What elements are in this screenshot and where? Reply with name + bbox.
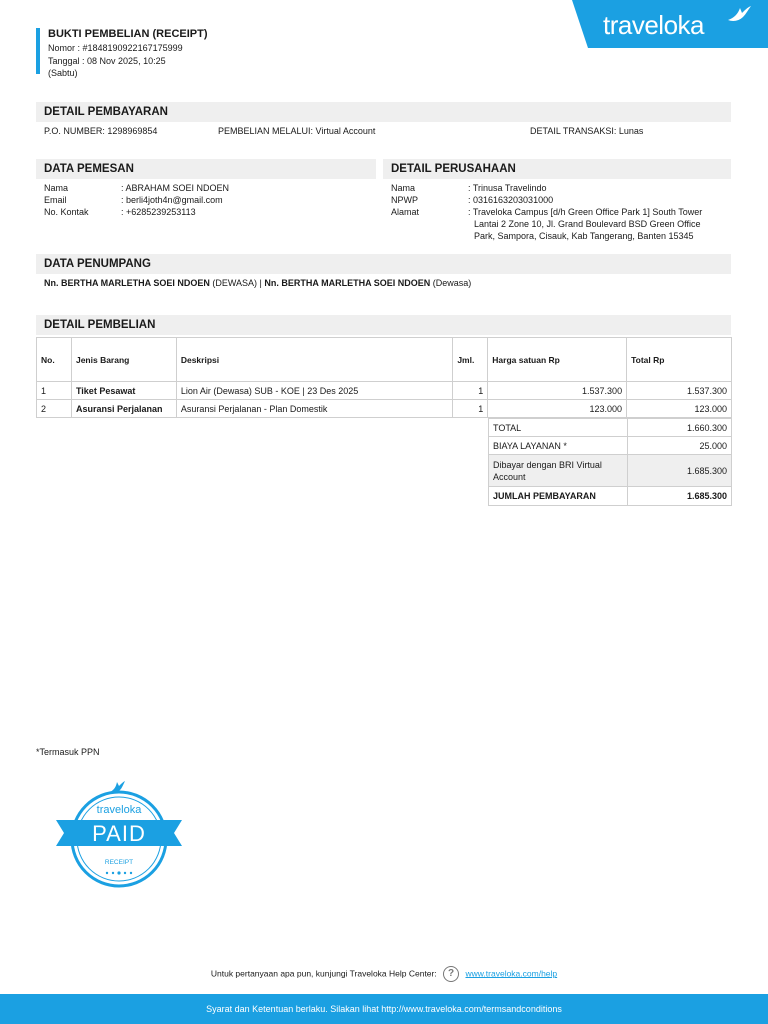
help-center-line — [0, 966, 768, 982]
table-row — [37, 400, 732, 418]
passenger-1-name: Nn. BERTHA MARLETHA SOEI NDOEN — [44, 278, 210, 288]
summary-row-total — [489, 419, 732, 437]
summary-row-jumlah — [489, 487, 732, 506]
section-data-pemesan: DATA PEMESAN — [36, 159, 376, 179]
terms-footer: Syarat dan Ketentuan berlaku. Silakan lihat http://www.traveloka.com/termsandconditions — [0, 994, 768, 1024]
pemesan-kontak: : +6285239253113 — [121, 207, 196, 217]
table-row — [37, 382, 732, 400]
purchase-method: PEMBELIAN MELALUI: Virtual Account — [218, 126, 376, 136]
col-no: No. — [37, 338, 72, 382]
help-link[interactable]: www.traveloka.com/help — [465, 968, 558, 979]
passenger-2-name: Nn. BERTHA MARLETHA SOEI NDOEN — [264, 278, 431, 288]
receipt-title: BUKTI PEMBELIAN (RECEIPT) — [48, 28, 208, 40]
stamp-brand: traveloka — [96, 804, 142, 816]
row-no: 1 — [37, 382, 72, 400]
po-number: P.O. NUMBER: 1298969854 — [44, 126, 158, 136]
row-total: 123.000 — [627, 400, 732, 418]
perusahaan-label-alamat: Alamat — [391, 207, 420, 217]
brand-logo: traveloka — [603, 10, 704, 40]
stamp-status: PAID — [92, 821, 146, 846]
summary-value: 1.685.300 — [628, 455, 732, 487]
pemesan-label-email: Email — [44, 195, 67, 205]
col-deskripsi: Deskripsi — [176, 338, 452, 382]
perusahaan-alamat-line3: Park, Sampora, Cisauk, Kab Tangerang, Banten 15345 — [474, 231, 694, 241]
row-jml: 1 — [453, 400, 488, 418]
summary-table — [488, 418, 732, 506]
row-harga: 1.537.300 — [488, 382, 627, 400]
pemesan-nama: : ABRAHAM SOEI NDOEN — [121, 183, 230, 193]
receipt-day: (Sabtu) — [48, 68, 78, 78]
stamp-label: RECEIPT — [104, 859, 134, 866]
summary-value: 25.000 — [628, 437, 732, 455]
summary-value: 1.660.300 — [628, 419, 732, 437]
section-data-penumpang: DATA PENUMPANG — [36, 254, 731, 274]
receipt-date: Tanggal : 08 Nov 2025, 10:25 — [48, 56, 166, 66]
col-jml: Jml. — [453, 338, 488, 382]
tax-note: *Termasuk PPN — [36, 747, 100, 757]
receipt-number: Nomor : #1848190922167175999 — [48, 43, 183, 53]
row-harga: 123.000 — [488, 400, 627, 418]
summary-row-biaya-layanan — [489, 437, 732, 455]
summary-row-dibayar — [489, 455, 732, 487]
row-deskripsi: Asuransi Perjalanan - Plan Domestik — [176, 400, 452, 418]
header-accent-bar — [36, 28, 40, 74]
section-detail-pembayaran: DETAIL PEMBAYARAN — [36, 102, 731, 122]
help-text: Untuk pertanyaan apa pun, kunjungi Traveloka Help Center: — [210, 968, 437, 979]
row-jenis: Asuransi Perjalanan — [71, 400, 176, 418]
pemesan-label-nama: Nama — [44, 183, 69, 193]
pemesan-email: : berli4joth4n@gmail.com — [121, 195, 223, 205]
summary-label: JUMLAH PEMBAYARAN — [489, 487, 628, 506]
bird-icon — [726, 4, 752, 26]
passenger-list — [44, 278, 471, 288]
paid-stamp — [56, 778, 182, 890]
col-jenis-barang: Jenis Barang — [71, 338, 176, 382]
perusahaan-nama: : Trinusa Travelindo — [468, 183, 547, 193]
row-no: 2 — [37, 400, 72, 418]
summary-label: TOTAL — [489, 419, 628, 437]
row-jml: 1 — [453, 382, 488, 400]
transaction-status: DETAIL TRANSAKSI: Lunas — [530, 126, 644, 136]
table-header-row — [37, 338, 732, 382]
summary-label: BIAYA LAYANAN * — [489, 437, 628, 455]
summary-value: 1.685.300 — [628, 487, 732, 506]
perusahaan-npwp: : 0316163203031000 — [468, 195, 554, 205]
col-total: Total Rp — [627, 338, 732, 382]
perusahaan-label-npwp: NPWP — [391, 195, 418, 205]
passenger-1-type: (DEWASA) — [212, 278, 258, 288]
perusahaan-alamat-line2: Lantai 2 Zone 10, Jl. Grand Boulevard BSD Green Office — [474, 219, 701, 229]
passenger-separator: | — [259, 278, 262, 288]
row-jenis: Tiket Pesawat — [71, 382, 176, 400]
section-detail-perusahaan: DETAIL PERUSAHAAN — [383, 159, 731, 179]
perusahaan-alamat: : Traveloka Campus [d/h Green Office Park 1] South Tower — [468, 207, 703, 217]
row-deskripsi: Lion Air (Dewasa) SUB - KOE | 23 Des 2025 — [176, 382, 452, 400]
help-question-icon: ? — [443, 966, 459, 982]
pemesan-label-kontak: No. Kontak — [44, 207, 89, 217]
passenger-2-type: (Dewasa) — [432, 278, 472, 288]
summary-label: Dibayar dengan BRI Virtual Account — [489, 455, 628, 487]
col-harga-satuan: Harga satuan Rp — [488, 338, 627, 382]
row-total: 1.537.300 — [627, 382, 732, 400]
section-detail-pembelian: DETAIL PEMBELIAN — [36, 315, 731, 335]
purchase-table — [36, 337, 732, 418]
perusahaan-label-nama: Nama — [391, 183, 416, 193]
stamp-stars — [106, 871, 132, 874]
